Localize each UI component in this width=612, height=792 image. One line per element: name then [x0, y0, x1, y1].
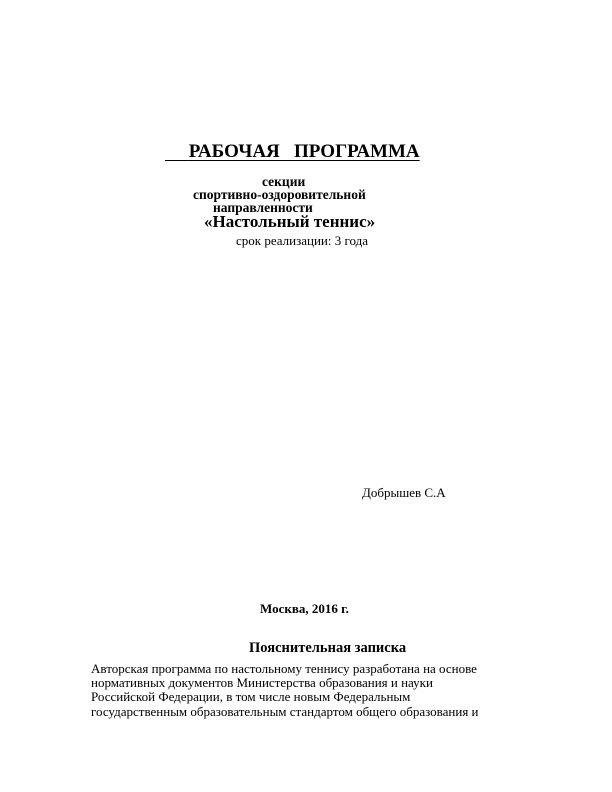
- note-line: Российской Федерации, в том числе новым Федеральным: [91, 689, 411, 705]
- note-line: государственным образовательным стандартом общего образования и: [91, 703, 479, 719]
- city-year: Москва, 2016 г.: [260, 601, 349, 616]
- program-name: «Настольный теннис»: [204, 212, 376, 231]
- program-title: [165, 141, 420, 163]
- note-line: нормативных документов Министерства образования и науки: [91, 675, 433, 691]
- subtitle-area: спортивно-оздоровительной: [193, 187, 366, 202]
- author-name: Добрышев С.А: [362, 485, 446, 500]
- note-body: [91, 662, 531, 719]
- subtitle-direction: направленности: [213, 200, 313, 215]
- title-underline-lead: [165, 141, 189, 162]
- program-duration: срок реализации: 3 года: [236, 233, 368, 248]
- subtitle-section: секции: [262, 174, 306, 189]
- note-line: Авторская программа по настольному теннису разработана на основе: [91, 661, 477, 676]
- note-heading: Пояснительная записка: [249, 640, 407, 656]
- title-text: РАБОЧАЯ ПРОГРАММА: [188, 141, 420, 162]
